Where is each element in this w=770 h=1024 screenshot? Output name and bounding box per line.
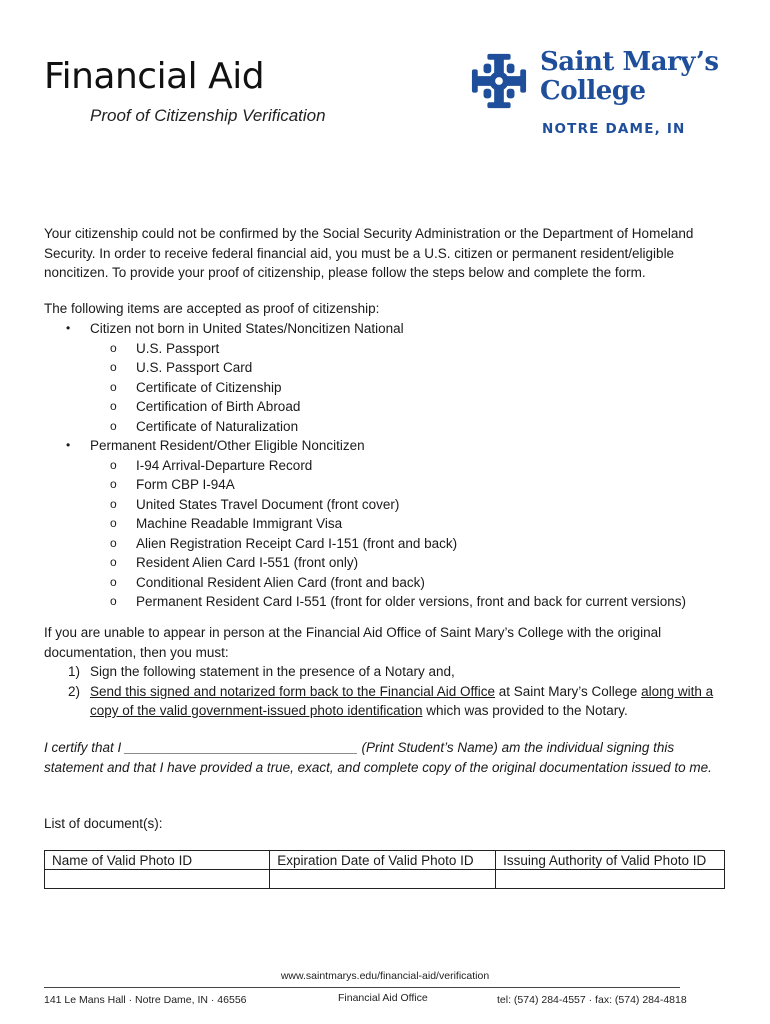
item-label: United States Travel Document (front cover) — [136, 496, 400, 512]
step-text-underlined: along with a copy of the valid government-issued photo identification — [90, 683, 714, 718]
document-list-label: List of document(s): — [44, 816, 163, 831]
sub-mark: o — [110, 418, 117, 433]
instructions-steps — [44, 662, 734, 721]
photo-id-table — [44, 850, 725, 889]
list-item — [90, 592, 742, 612]
sub-mark: o — [110, 360, 117, 374]
sub-mark: o — [110, 496, 117, 511]
step-text: which was provided to the Notary. — [422, 703, 628, 718]
sub-mark: o — [110, 340, 117, 355]
sub-mark: o — [110, 574, 117, 589]
intro-paragraph: Your citizenship could not be confirmed by the Social Security Administration or the Department of Homeland Security. In order to receive federal financial aid, you must be a U.S. citizen or permanent resident/eligible noncitizen. To provide your proof of citizenship, please follow the steps below and complete the form. — [44, 226, 694, 280]
table-cell-expiration[interactable] — [270, 870, 496, 889]
cross-icon — [470, 52, 528, 110]
item-label: Machine Readable Immigrant Visa — [136, 516, 343, 531]
logo-wordmark — [540, 48, 719, 106]
sub-mark: o — [110, 516, 117, 530]
list-item — [90, 475, 742, 495]
column-header: Expiration Date of Valid Photo ID — [270, 851, 496, 870]
list-item-group — [62, 436, 742, 612]
list-item — [90, 358, 742, 378]
item-label: Conditional Resident Alien Card (front and back) — [136, 574, 425, 590]
sub-mark: o — [110, 379, 117, 394]
table-row — [45, 870, 725, 889]
sub-mark: o — [110, 535, 117, 550]
instructions-paragraph: If you are unable to appear in person at the Financial Aid Office of Saint Mary’s College with the original documentation, then you must: — [44, 625, 662, 660]
logo-city: NOTRE DAME, IN — [542, 121, 686, 137]
group-label: Citizen not born in United States/Noncitizen National — [90, 321, 404, 336]
item-label: U.S. Passport Card — [136, 360, 253, 375]
sub-list — [90, 339, 742, 437]
items-intro: The following items are accepted as proof of citizenship: — [44, 301, 380, 316]
list-item — [90, 495, 742, 515]
list-item-group — [62, 319, 742, 436]
step-item — [44, 662, 734, 682]
step-number: 2) — [68, 683, 81, 699]
sub-mark: o — [110, 555, 117, 569]
accepted-items-list — [62, 319, 742, 612]
sub-mark: o — [110, 477, 117, 491]
logo-line-1: Saint Mary’s — [540, 47, 719, 77]
step-text: Sign the following statement in the presence of a Notary and, — [90, 664, 455, 679]
sub-list — [90, 456, 742, 612]
list-item — [90, 397, 742, 417]
table-cell-authority[interactable] — [496, 870, 725, 889]
item-label: U.S. Passport — [136, 340, 220, 356]
item-label: I-94 Arrival-Departure Record — [136, 457, 313, 473]
item-label: Form CBP I-94A — [136, 477, 235, 492]
list-item — [90, 534, 742, 554]
footer-contact: tel: (574) 284-4557 · fax: (574) 284-4818 — [497, 994, 687, 1006]
table-header-row — [45, 851, 725, 870]
column-header: Name of Valid Photo ID — [45, 851, 270, 870]
list-item — [90, 456, 742, 476]
table-cell-name[interactable] — [45, 870, 270, 889]
sub-mark: o — [110, 594, 117, 608]
list-item — [90, 553, 742, 573]
item-label: Permanent Resident Card I-551 (front for older versions, front and back for current versions) — [136, 594, 686, 609]
page-subtitle: Proof of Citizenship Verification — [90, 106, 326, 125]
logo-line-2: College — [540, 76, 646, 106]
bullet-mark: • — [66, 438, 71, 452]
footer-url: www.saintmarys.edu/financial-aid/verification — [280, 970, 490, 982]
step-number: 1) — [68, 664, 81, 679]
page-title: Financial Aid — [44, 56, 265, 97]
item-label: Alien Registration Receipt Card I-151 (front and back) — [136, 535, 458, 551]
list-item — [90, 514, 742, 534]
list-item — [90, 417, 742, 437]
bullet-mark: • — [66, 321, 71, 335]
item-label: Certification of Birth Abroad — [136, 399, 301, 414]
step-text-underlined: Send this signed and notarized form back to the Financial Aid Office — [90, 683, 495, 699]
footer-address: 141 Le Mans Hall · Notre Dame, IN · 46556 — [44, 994, 247, 1006]
sub-mark: o — [110, 457, 117, 472]
item-label: Certificate of Citizenship — [136, 379, 282, 395]
step-item — [44, 682, 734, 721]
item-label: Certificate of Naturalization — [136, 418, 299, 434]
step-text: at Saint Mary’s College — [495, 683, 642, 699]
footer-divider — [44, 987, 680, 988]
college-logo — [470, 48, 750, 144]
list-item — [90, 573, 742, 593]
certification-statement: I certify that I _______________________________ (Print Student’s Name) am the individual signing this statement and that I have provided a true, exact, and complete copy of the original documentation issued to me. — [44, 740, 712, 775]
group-label: Permanent Resident/Other Eligible Noncitizen — [90, 438, 365, 453]
list-item — [90, 378, 742, 398]
footer-office: Financial Aid Office — [338, 992, 428, 1004]
column-header: Issuing Authority of Valid Photo ID — [496, 851, 725, 870]
sub-mark: o — [110, 399, 117, 413]
list-item — [90, 339, 742, 359]
item-label: Resident Alien Card I-551 (front only) — [136, 555, 359, 570]
